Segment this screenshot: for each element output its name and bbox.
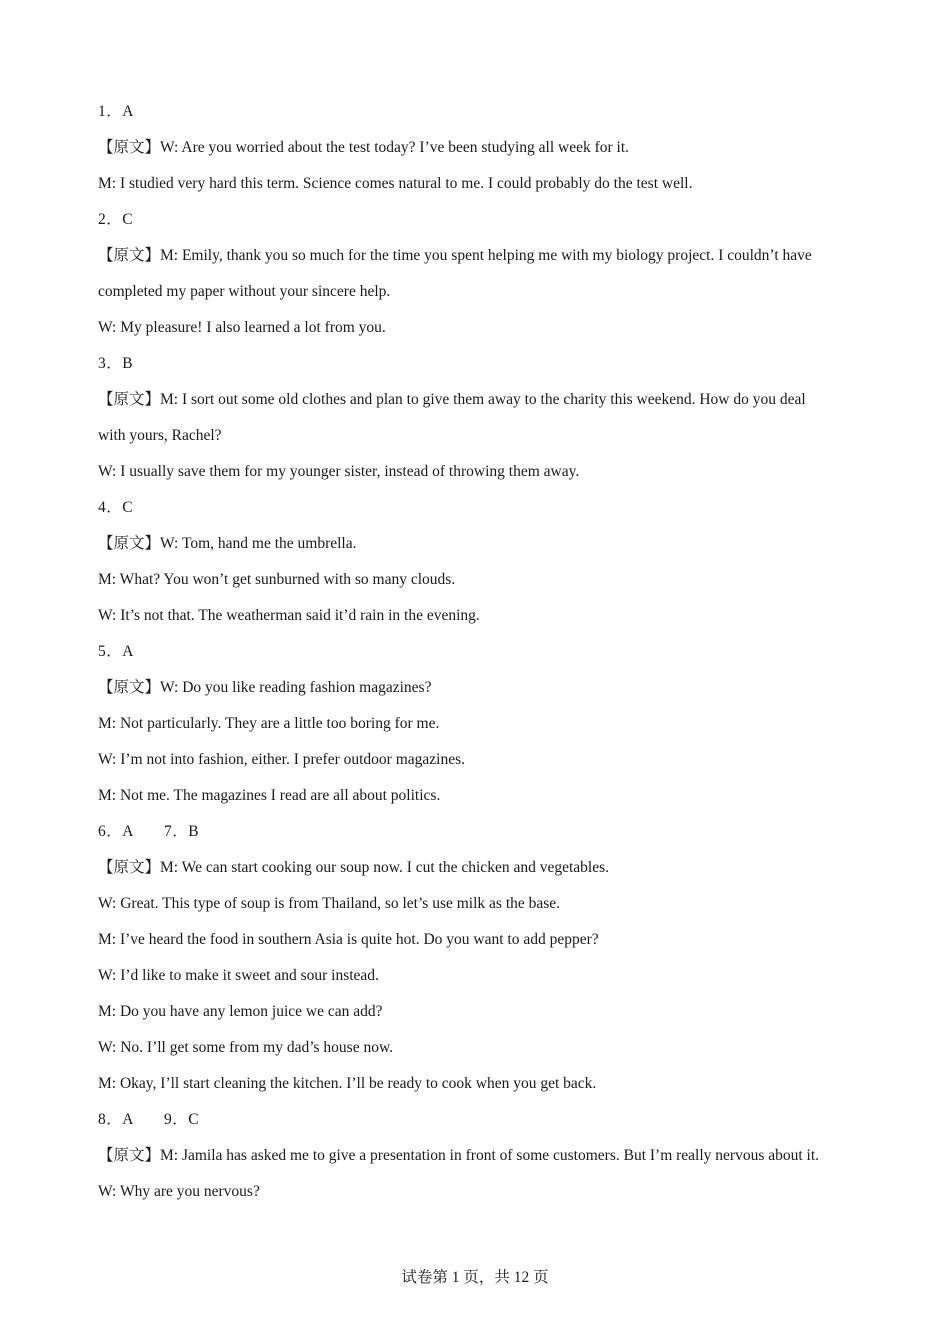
answer-key: 7．B bbox=[163, 823, 200, 840]
answer-key: 5．A bbox=[98, 643, 134, 660]
answer-line bbox=[98, 94, 858, 130]
transcript-line: W: Great. This type of soup is from Thailand, so let’s use milk as the base. bbox=[98, 895, 561, 912]
answer-key: 2．C bbox=[98, 211, 134, 228]
transcript-line: with yours, Rachel? bbox=[98, 427, 222, 444]
transcript-line: 【原文】M: Jamila has asked me to give a presentation in front of some customers. But I’m really nervous about it. bbox=[98, 1147, 820, 1164]
answer-line bbox=[98, 1102, 858, 1138]
page-footer: 试卷第 1 页，共 12 页 bbox=[401, 1269, 549, 1286]
transcript-line: W: I usually save them for my younger sister, instead of throwing them away. bbox=[98, 463, 580, 480]
transcript-line: W: My pleasure! I also learned a lot from you. bbox=[98, 319, 386, 336]
answer-line bbox=[98, 346, 858, 382]
transcript-line: 【原文】W: Are you worried about the test today? I’ve been studying all week for it. bbox=[98, 139, 630, 156]
transcript-line: M: I studied very hard this term. Science comes natural to me. I could probably do the test well. bbox=[98, 175, 693, 192]
answer-line bbox=[98, 202, 858, 238]
answer-key: 6．A bbox=[98, 823, 134, 840]
answer-line bbox=[98, 634, 858, 670]
transcript-line: W: I’d like to make it sweet and sour instead. bbox=[98, 967, 379, 984]
answer-key: 3．B bbox=[98, 355, 134, 372]
transcript-line: 【原文】M: I sort out some old clothes and plan to give them away to the charity this weekend. How do you deal bbox=[98, 391, 806, 408]
answer-line bbox=[98, 490, 858, 526]
document-body bbox=[98, 94, 858, 1210]
transcript-line: M: What? You won’t get sunburned with so many clouds. bbox=[98, 571, 456, 588]
transcript-line: 【原文】W: Tom, hand me the umbrella. bbox=[98, 535, 357, 552]
transcript-line: 【原文】W: Do you like reading fashion magazines? bbox=[98, 679, 432, 696]
answer-key: 1．A bbox=[98, 103, 134, 120]
answer-line bbox=[98, 814, 858, 850]
transcript-line: 【原文】M: We can start cooking our soup now. I cut the chicken and vegetables. bbox=[98, 859, 609, 876]
answer-key: 9．C bbox=[163, 1111, 200, 1128]
transcript-line: M: Okay, I’ll start cleaning the kitchen. I’ll be ready to cook when you get back. bbox=[98, 1075, 597, 1092]
transcript-line: W: Why are you nervous? bbox=[98, 1183, 260, 1200]
transcript-line: M: Do you have any lemon juice we can add? bbox=[98, 1003, 383, 1020]
transcript-line: completed my paper without your sincere help. bbox=[98, 283, 391, 300]
answer-key: 4．C bbox=[98, 499, 134, 516]
transcript-line: W: I’m not into fashion, either. I prefer outdoor magazines. bbox=[98, 751, 466, 768]
transcript-line: M: I’ve heard the food in southern Asia is quite hot. Do you want to add pepper? bbox=[98, 931, 599, 948]
transcript-line: 【原文】M: Emily, thank you so much for the time you spent helping me with my biology project. I couldn’t have bbox=[98, 247, 812, 264]
transcript-line: W: No. I’ll get some from my dad’s house now. bbox=[98, 1039, 394, 1056]
transcript-line: M: Not me. The magazines I read are all about politics. bbox=[98, 787, 441, 804]
transcript-line: W: It’s not that. The weatherman said it’d rain in the evening. bbox=[98, 607, 480, 624]
transcript-line: M: Not particularly. They are a little too boring for me. bbox=[98, 715, 440, 732]
answer-key: 8．A bbox=[98, 1111, 134, 1128]
